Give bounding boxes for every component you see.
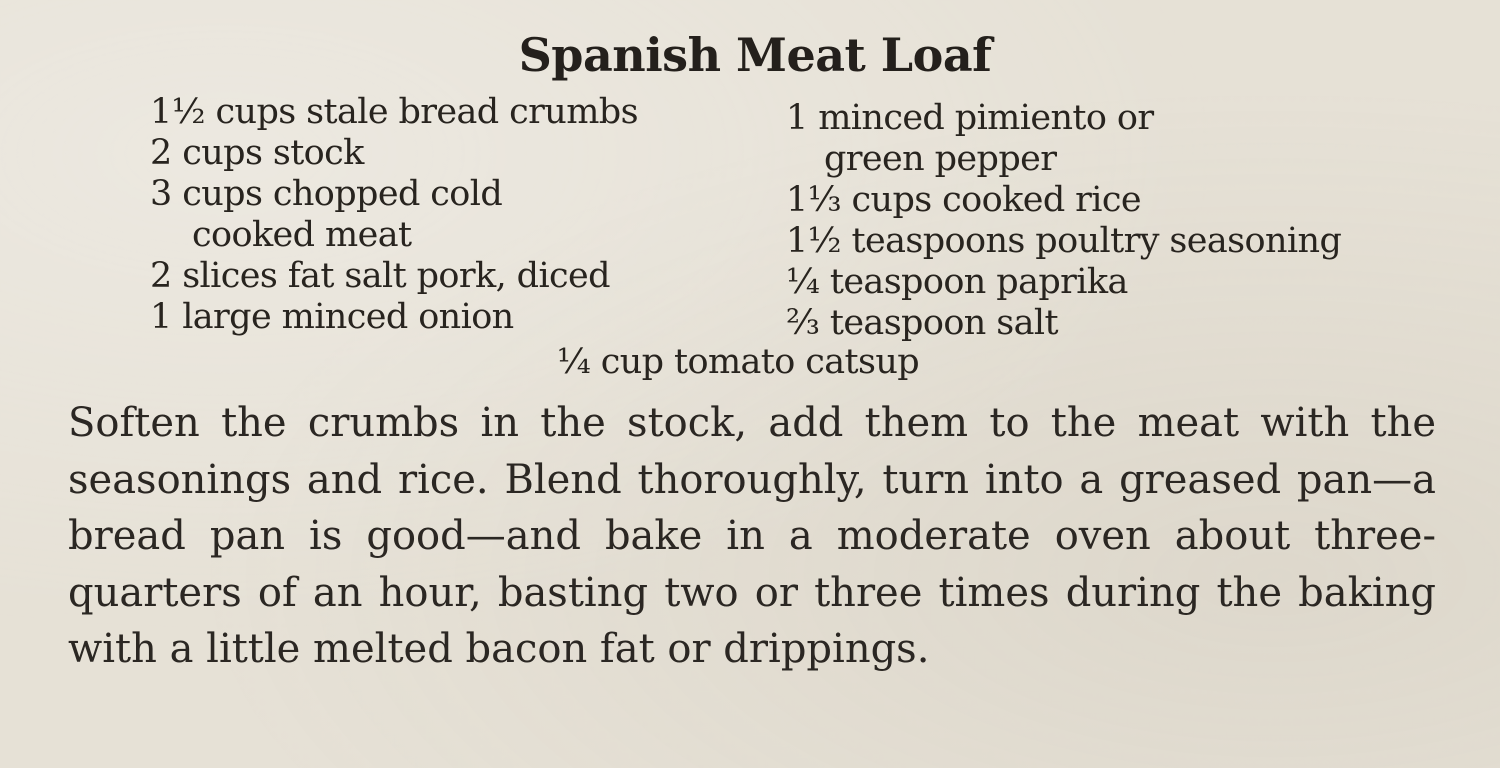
ingredient-line: 3 cups chopped cold (150, 174, 503, 214)
ingredient-line-centered: ¼ cup tomato catsup (556, 342, 920, 382)
ingredients-left-column (150, 92, 638, 338)
ingredient-line: 1½ cups stale bread crumbs (150, 92, 638, 132)
ingredient-line: 1⅓ cups cooked rice (786, 180, 1141, 220)
ingredient-line: 2 slices fat salt pork, diced (150, 256, 610, 296)
ingredients-right-column (786, 98, 1341, 344)
ingredient-line: 1½ teaspoons poultry seasoning (786, 221, 1342, 261)
ingredient-line-continuation: cooked meat (192, 215, 412, 255)
ingredient-line-continuation: green pepper (824, 139, 1057, 179)
recipe-method-paragraph: Soften the crumbs in the stock, add them to the meat with the seasonings and rice. Blend thoroughly, turn into a greased pan—a bread pan is good—and bake in a moderate oven about three-quarters of an hour, basting two or three times during the baking with a little melted bacon fat or drippings. (68, 400, 1436, 672)
ingredient-line: ⅔ teaspoon salt (786, 303, 1058, 343)
recipe-title: Spanish Meat Loaf (518, 28, 992, 82)
ingredient-line: 2 cups stock (150, 133, 364, 173)
ingredient-line: ¼ teaspoon paprika (786, 262, 1128, 302)
ingredient-line: 1 large minced onion (150, 297, 514, 337)
ingredient-line: 1 minced pimiento or (786, 98, 1154, 138)
